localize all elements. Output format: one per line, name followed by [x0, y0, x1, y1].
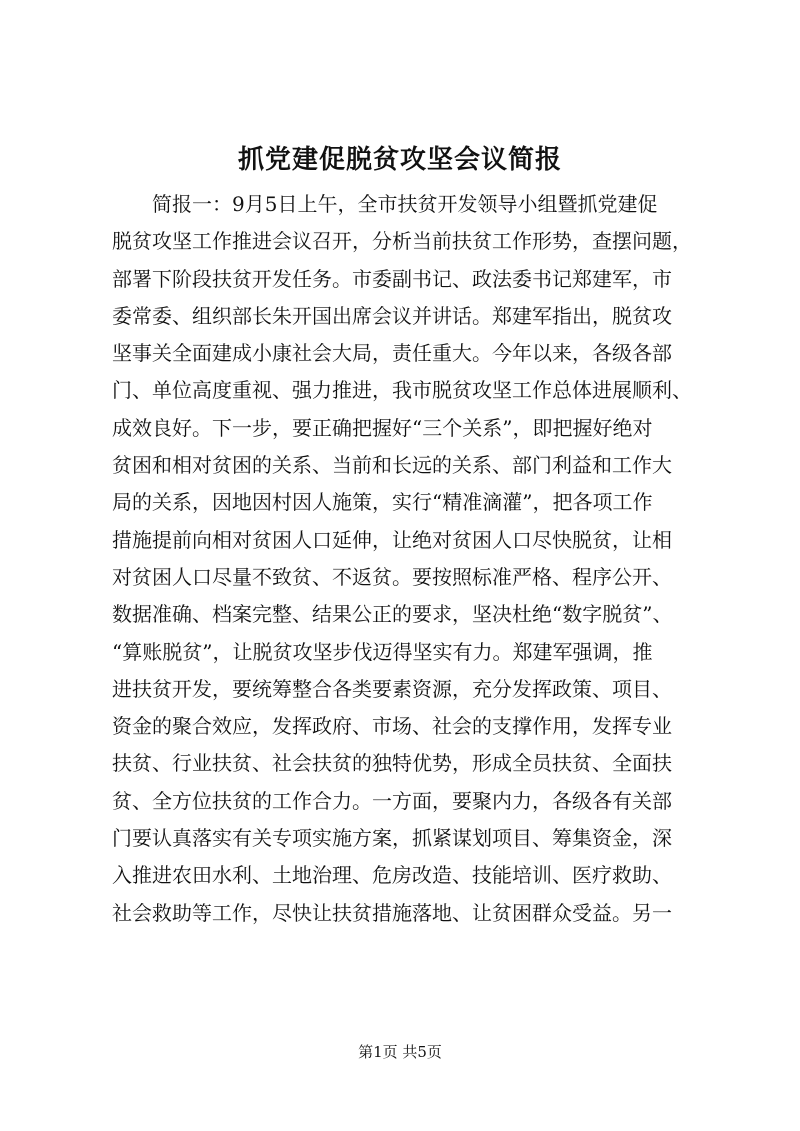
body-line: 部署下阶段扶贫开发任务。市委副书记、政法委书记郑建军，市 [112, 266, 672, 291]
body-line: 委常委、组织部长朱开国出席会议并讲话。郑建军指出，脱贫攻 [112, 303, 672, 328]
body-line: 局的关系，因地因村因人施策，实行“精准滴灌”，把各项工作 [112, 490, 653, 515]
body-line: 措施提前向相对贫困人口延伸，让绝对贫困人口尽快脱贫，让相 [112, 527, 672, 552]
page-number-footer: 第1页 共5页 [358, 1043, 442, 1061]
body-line: 简报一：9月5日上午，全市扶贫开发领导小组暨抓党建促 [112, 192, 658, 216]
document-body [112, 186, 712, 932]
body-line: 对贫困人口尽量不致贫、不返贫。要按照标准严格、程序公开、 [112, 564, 672, 589]
body-line: 贫、全方位扶贫的工作合力。一方面，要聚内力，各级各有关部 [112, 788, 672, 813]
body-line: 贫困和相对贫困的关系、当前和长远的关系、部门利益和工作大 [112, 453, 672, 478]
document-title: 抓党建促脱贫攻坚会议简报 [237, 145, 562, 175]
body-line: 脱贫攻坚工作推进会议召开，分析当前扶贫工作形势，查摆问题， [112, 229, 692, 254]
body-line: 门、单位高度重视、强力推进，我市脱贫攻坚工作总体进展顺利、 [112, 378, 692, 403]
body-line: 社会救助等工作，尽快让扶贫措施落地、让贫困群众受益。另一 [112, 900, 672, 925]
body-line: 入推进农田水利、土地治理、危房改造、技能培训、医疗救助、 [112, 863, 672, 888]
body-line: 扶贫、行业扶贫、社会扶贫的独特优势，形成全员扶贫、全面扶 [112, 751, 672, 776]
body-line: “算账脱贫”，让脱贫攻坚步伐迈得坚实有力。郑建军强调，推 [112, 639, 653, 664]
body-line: 数据准确、档案完整、结果公正的要求，坚决杜绝“数字脱贫”、 [112, 602, 673, 627]
body-line: 坚事关全面建成小康社会大局，责任重大。今年以来，各级各部 [112, 341, 672, 366]
body-line: 成效良好。下一步，要正确把握好“三个关系”，即把握好绝对 [112, 415, 653, 440]
body-line: 门要认真落实有关专项实施方案，抓紧谋划项目、筹集资金，深 [112, 826, 672, 851]
body-line: 资金的聚合效应，发挥政府、市场、社会的支撑作用，发挥专业 [112, 714, 672, 739]
body-line: 进扶贫开发，要统筹整合各类要素资源，充分发挥政策、项目、 [112, 676, 672, 701]
